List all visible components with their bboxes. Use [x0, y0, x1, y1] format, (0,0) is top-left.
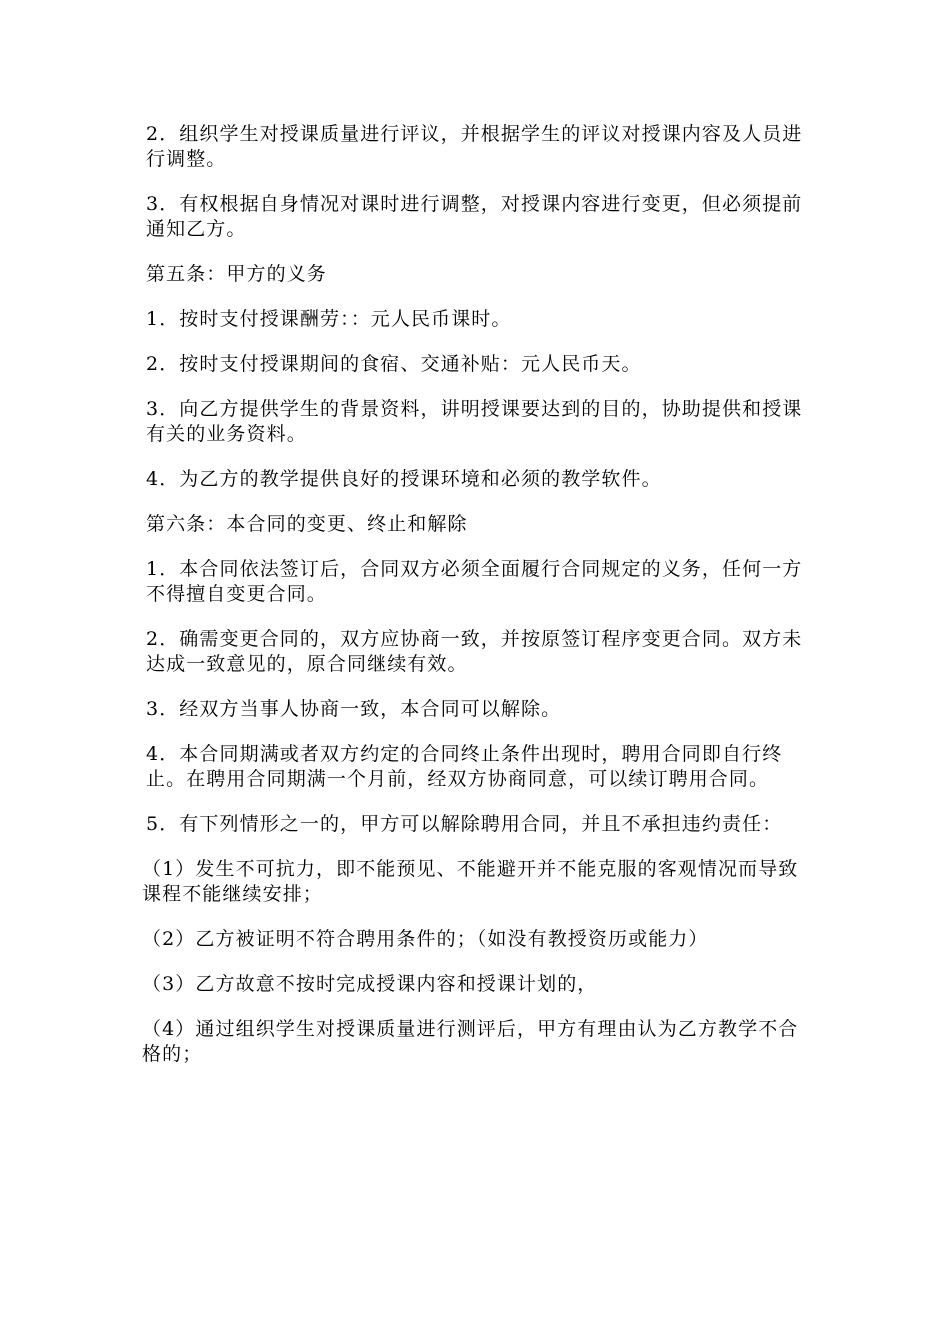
paragraph-case-1: （1）发生不可抗力，即不能预见、不能避开并不能克服的客观情况而导致课程不能继续安排； — [142, 858, 799, 905]
paragraph-clause-2: 2．组织学生对授课质量进行评议，并根据学生的评议对授课内容及人员进行调整。 — [146, 123, 803, 170]
section-heading-article-5: 第五条：甲方的义务 — [146, 263, 327, 285]
paragraph-clause-3: 3．有权根据自身情况对课时进行调整，对授课内容进行变更，但必须提前通知乙方。 — [146, 193, 803, 240]
paragraph-obligation-2: 2．按时支付授课期间的食宿、交通补贴：元人民币天。 — [146, 353, 642, 375]
paragraph-change-3: 3．经双方当事人协商一致，本合同可以解除。 — [146, 698, 562, 720]
document-body — [142, 122, 808, 1087]
paragraph-obligation-1: 1．按时支付授课酬劳：：元人民币课时。 — [146, 308, 512, 330]
paragraph-change-1: 1．本合同依法签订后，合同双方必须全面履行合同规定的义务，任何一方不得擅自变更合同。 — [146, 558, 803, 605]
paragraph-change-2: 2．确需变更合同的，双方应协商一致，并按原签订程序变更合同。双方未达成一致意见的，原合同继续有效。 — [146, 628, 803, 675]
paragraph-change-4: 4．本合同期满或者双方约定的合同终止条件出现时，聘用合同即自行终止。在聘用合同期满一个月前，经双方协商同意，可以续订聘用合同。 — [146, 743, 783, 790]
paragraph-obligation-4: 4．为乙方的教学提供良好的授课环境和必须的教学软件。 — [146, 468, 662, 490]
paragraph-case-3: （3）乙方故意不按时完成授课内容和授课计划的， — [142, 973, 598, 995]
paragraph-case-4: （4）通过组织学生对授课质量进行测评后，甲方有理由认为乙方教学不合格的； — [142, 1018, 799, 1065]
paragraph-case-2: （2）乙方被证明不符合聘用条件的；（如没有教授资历或能力） — [142, 928, 709, 950]
section-heading-article-6: 第六条：本合同的变更、终止和解除 — [146, 513, 468, 535]
paragraph-obligation-3: 3．向乙方提供学生的背景资料，讲明授课要达到的目的，协助提供和授课有关的业务资料。 — [146, 398, 803, 445]
paragraph-change-5: 5．有下列情形之一的，甲方可以解除聘用合同，并且不承担违约责任： — [146, 813, 783, 835]
